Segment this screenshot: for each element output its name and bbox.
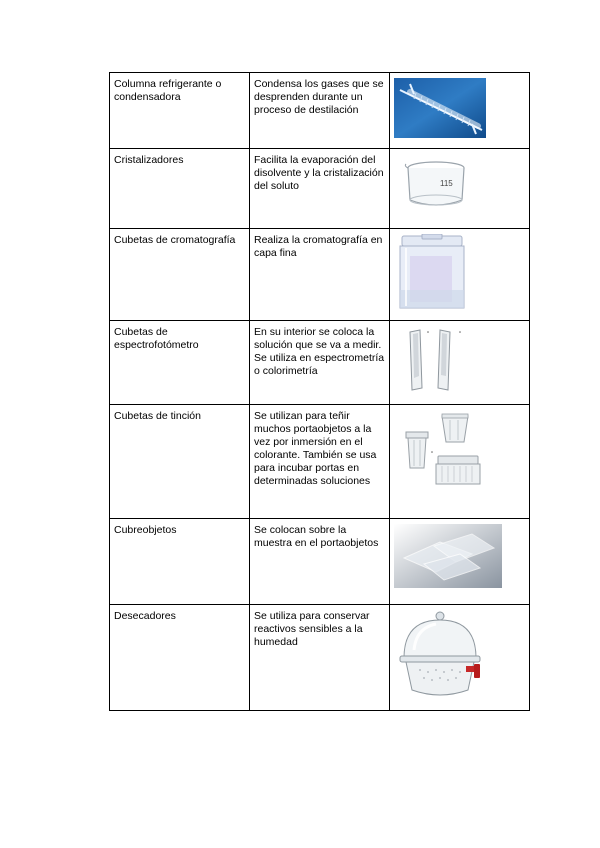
condenser-icon [394, 78, 486, 138]
material-name: Desecadores [110, 605, 250, 711]
staining-jar-icon [402, 410, 488, 490]
desiccator-icon [396, 610, 486, 704]
material-description: Se utiliza para conservar reactivos sensibles a la humedad [250, 605, 390, 711]
table-row [110, 321, 530, 405]
table-row [110, 519, 530, 605]
table-row [110, 405, 530, 519]
material-name: Cubetas de tinción [110, 405, 250, 519]
lab-materials-table [109, 72, 530, 711]
material-description: Condensa los gases que se desprenden durante un proceso de destilación [250, 73, 390, 149]
table-row [110, 229, 530, 321]
material-name: Cubreobjetos [110, 519, 250, 605]
crystallizer-dish-icon [404, 154, 468, 214]
material-description: Realiza la cromatografía en capa fina [250, 229, 390, 321]
table-row [110, 73, 530, 149]
material-name: Cristalizadores [110, 149, 250, 229]
table-row [110, 149, 530, 229]
dish-volume-label: 115 [440, 179, 453, 188]
material-description: En su interior se coloca la solución que se va a medir. Se utiliza en espectrometría o colorimetría [250, 321, 390, 405]
cuvette-icon [404, 326, 464, 396]
material-description: Se utilizan para teñir muchos portaobjetos a la vez por inmersión en el colorante. También se usa para incubar portas en determinadas soluciones [250, 405, 390, 519]
chromatography-tank-icon [396, 234, 470, 314]
material-description: Facilita la evaporación del disolvente y la cristalización del soluto [250, 149, 390, 229]
table-row [110, 605, 530, 711]
coverslip-icon [394, 524, 502, 588]
material-name: Cubetas de espectrofotómetro [110, 321, 250, 405]
material-description: Se colocan sobre la muestra en el portaobjetos [250, 519, 390, 605]
material-name: Cubetas de cromatografía [110, 229, 250, 321]
material-name: Columna refrigerante o condensadora [110, 73, 250, 149]
